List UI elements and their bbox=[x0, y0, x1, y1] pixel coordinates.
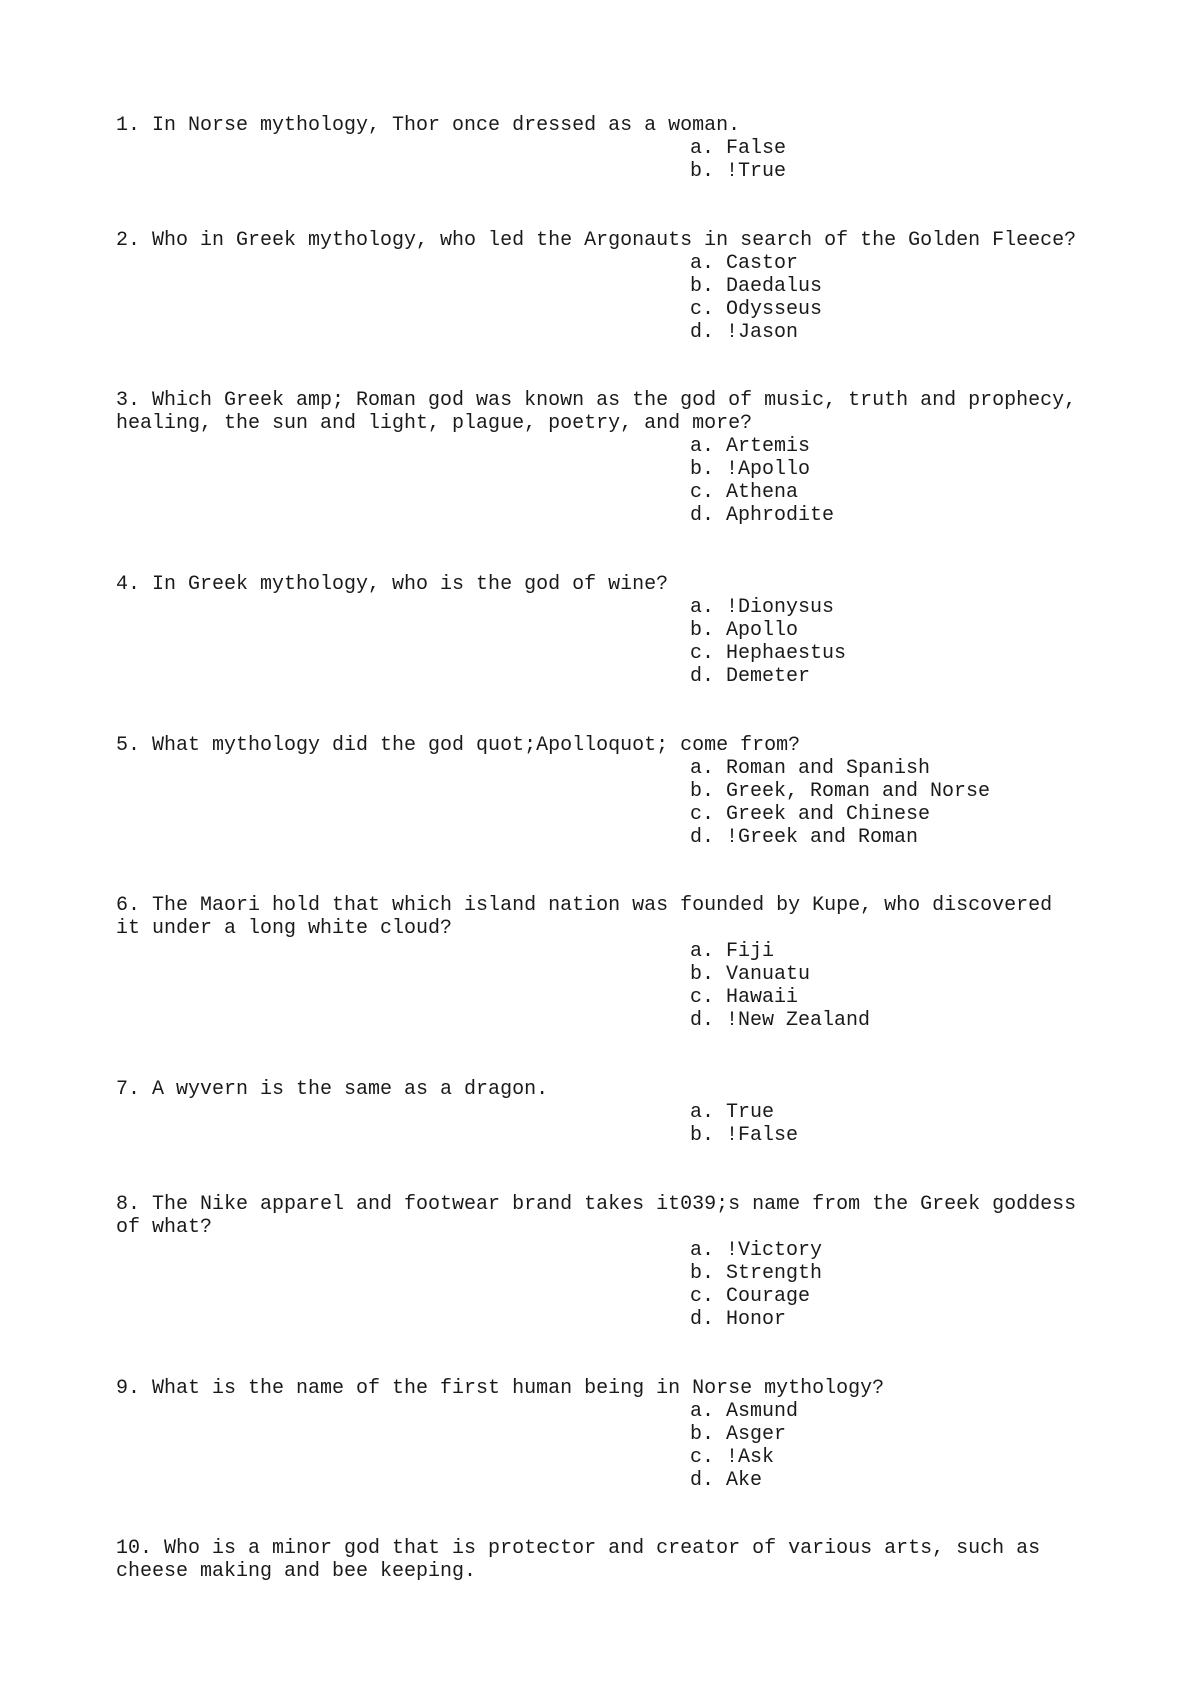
question-text: 4. In Greek mythology, who is the god of wine? bbox=[116, 573, 669, 596]
answer-option: a. True bbox=[690, 1101, 775, 1124]
answer-options bbox=[690, 252, 1116, 344]
question-text: 10. Who is a minor god that is protector and creator of various arts, such as cheese making and bee keeping. bbox=[116, 1537, 1041, 1583]
answer-option: b. Daedalus bbox=[690, 275, 823, 298]
question-text: 1. In Norse mythology, Thor once dressed as a woman. bbox=[116, 114, 741, 137]
answer-option: b. Apollo bbox=[690, 619, 799, 642]
question-10 bbox=[116, 1537, 1116, 1583]
question-6 bbox=[116, 894, 1116, 1032]
answer-option: b. Greek, Roman and Norse bbox=[690, 780, 991, 803]
answer-option: b. Asger bbox=[690, 1423, 787, 1446]
question-text: 2. Who in Greek mythology, who led the Argonauts in search of the Golden Fleece? bbox=[116, 229, 1077, 252]
answer-options bbox=[690, 940, 1116, 1032]
question-4 bbox=[116, 573, 1116, 688]
answer-option: c. Hephaestus bbox=[690, 642, 847, 665]
question-text: 9. What is the name of the first human being in Norse mythology? bbox=[116, 1377, 885, 1400]
answer-option: a. False bbox=[690, 137, 787, 160]
answer-option: c. Odysseus bbox=[690, 298, 823, 321]
answer-option: a. Artemis bbox=[690, 435, 811, 458]
answer-option: a. Fiji bbox=[690, 940, 775, 963]
question-2 bbox=[116, 229, 1116, 344]
answer-option: d. !Greek and Roman bbox=[690, 826, 919, 849]
answer-option: c. Courage bbox=[690, 1285, 811, 1308]
answer-option: d. !Jason bbox=[690, 321, 799, 344]
answer-option: d. Honor bbox=[690, 1308, 787, 1331]
answer-option: b. !True bbox=[690, 160, 787, 183]
question-text: 5. What mythology did the god quot;Apolloquot; come from? bbox=[116, 734, 801, 757]
question-text: 8. The Nike apparel and footwear brand takes it039;s name from the Greek goddess of what? bbox=[116, 1193, 1077, 1239]
answer-option: d. Ake bbox=[690, 1469, 763, 1492]
answer-option: a. Roman and Spanish bbox=[690, 757, 931, 780]
question-5 bbox=[116, 734, 1116, 849]
answer-option: a. Castor bbox=[690, 252, 799, 275]
answer-options bbox=[690, 1239, 1116, 1331]
answer-option: b. !False bbox=[690, 1124, 799, 1147]
question-text: 6. The Maori hold that which island nation was founded by Kupe, who discovered it under a long white cloud? bbox=[116, 894, 1053, 940]
answer-option: a. !Dionysus bbox=[690, 596, 835, 619]
answer-option: c. Hawaii bbox=[690, 986, 799, 1009]
question-1 bbox=[116, 114, 1116, 183]
answer-option: a. Asmund bbox=[690, 1400, 799, 1423]
question-text: 3. Which Greek amp; Roman god was known as the god of music, truth and prophecy, healing, the sun and light, plague, poetry, and more? bbox=[116, 389, 1077, 435]
answer-option: c. Athena bbox=[690, 481, 799, 504]
question-text: 7. A wyvern is the same as a dragon. bbox=[116, 1078, 549, 1101]
answer-options bbox=[690, 1101, 1116, 1147]
answer-options bbox=[690, 435, 1116, 527]
answer-options bbox=[690, 137, 1116, 183]
question-3 bbox=[116, 389, 1116, 527]
answer-options bbox=[690, 757, 1116, 849]
answer-option: d. Aphrodite bbox=[690, 504, 835, 527]
answer-options bbox=[690, 596, 1116, 688]
answer-option: b. Strength bbox=[690, 1262, 823, 1285]
answer-option: a. !Victory bbox=[690, 1239, 823, 1262]
answer-options bbox=[690, 1400, 1116, 1492]
answer-option: d. !New Zealand bbox=[690, 1009, 871, 1032]
question-9 bbox=[116, 1377, 1116, 1492]
question-8 bbox=[116, 1193, 1116, 1331]
answer-option: c. Greek and Chinese bbox=[690, 803, 931, 826]
answer-option: b. !Apollo bbox=[690, 458, 811, 481]
answer-option: b. Vanuatu bbox=[690, 963, 811, 986]
answer-option: c. !Ask bbox=[690, 1446, 775, 1469]
answer-option: d. Demeter bbox=[690, 665, 811, 688]
question-7 bbox=[116, 1078, 1116, 1147]
